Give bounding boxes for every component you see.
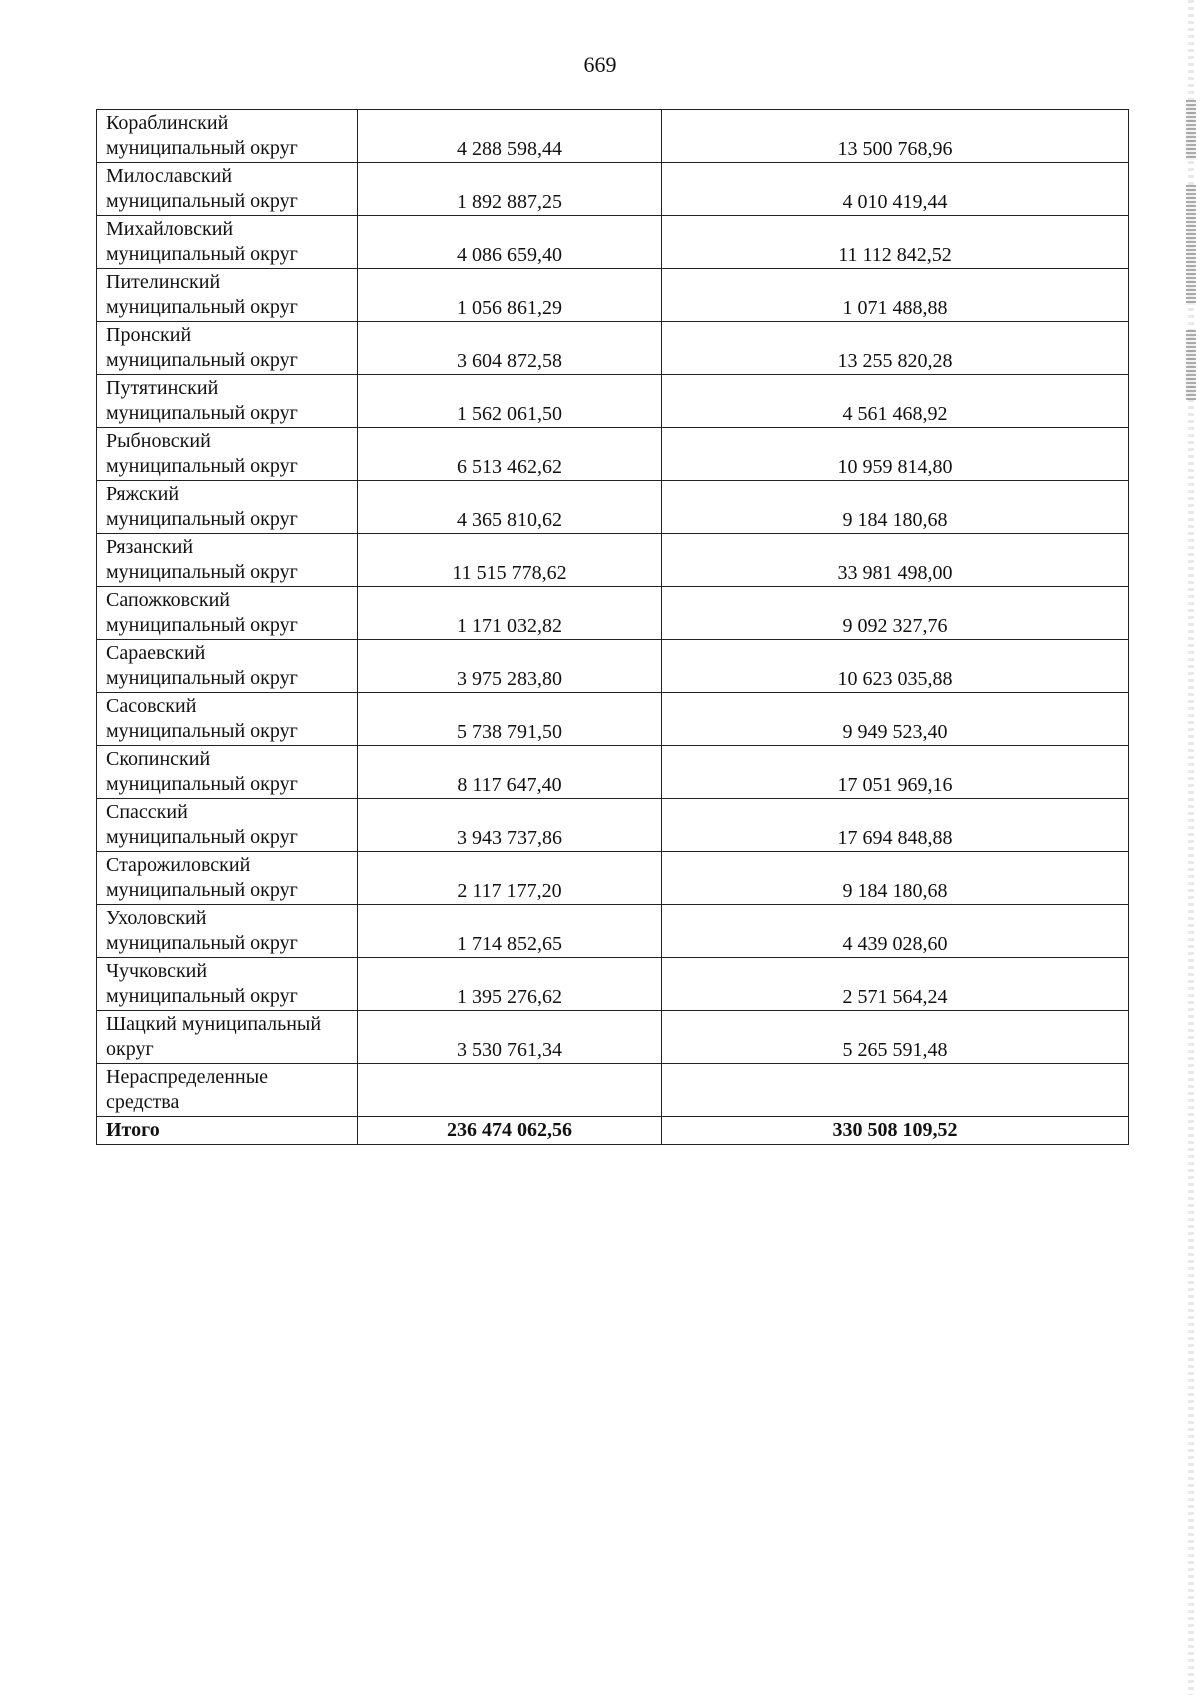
district-name-line1: Михайловский	[106, 218, 234, 240]
district-name-line2: средства	[106, 1091, 180, 1113]
district-name-line1: Кораблинский	[106, 112, 229, 134]
table-row	[97, 958, 1129, 1011]
district-name-line1: Пронский	[106, 324, 192, 346]
value-a-cell: 2 117 177,20	[358, 852, 662, 905]
district-name-cell	[97, 1011, 358, 1064]
total-value-b: 330 508 109,52	[662, 1117, 1129, 1145]
value-b-cell: 11 112 842,52	[662, 216, 1129, 269]
value-b-cell: 9 949 523,40	[662, 693, 1129, 746]
table-row	[97, 481, 1129, 534]
district-name-cell	[97, 163, 358, 216]
district-name-line1: Сапожковский	[106, 589, 231, 611]
table-row	[97, 746, 1129, 799]
value-a-cell: 11 515 778,62	[358, 534, 662, 587]
value-a-cell: 1 171 032,82	[358, 587, 662, 640]
value-a-cell: 1 056 861,29	[358, 269, 662, 322]
value-b-cell: 4 439 028,60	[662, 905, 1129, 958]
value-b-cell: 9 184 180,68	[662, 852, 1129, 905]
value-a-cell: 1 892 887,25	[358, 163, 662, 216]
district-name-cell	[97, 852, 358, 905]
district-name-cell	[97, 269, 358, 322]
district-name-cell	[97, 799, 358, 852]
value-b-cell: 10 959 814,80	[662, 428, 1129, 481]
district-name-line2: муниципальный округ	[106, 932, 298, 954]
table-row	[97, 216, 1129, 269]
district-name-line1: Ряжский	[106, 483, 180, 505]
table-total-row	[97, 1117, 1129, 1145]
district-name-line1: Пителинский	[106, 271, 221, 293]
table-row	[97, 693, 1129, 746]
district-name-line2: муниципальный округ	[106, 402, 298, 424]
value-a-cell: 3 975 283,80	[358, 640, 662, 693]
district-name-line2: муниципальный округ	[106, 773, 298, 795]
district-name-line2: округ	[106, 1038, 154, 1060]
value-a-cell: 3 943 737,86	[358, 799, 662, 852]
district-name-line2: муниципальный округ	[106, 455, 298, 477]
value-b-cell: 4 010 419,44	[662, 163, 1129, 216]
table-row	[97, 322, 1129, 375]
value-a-cell: 1 395 276,62	[358, 958, 662, 1011]
district-name-cell	[97, 428, 358, 481]
table-row	[97, 375, 1129, 428]
value-b-cell: 17 694 848,88	[662, 799, 1129, 852]
value-a-cell: 6 513 462,62	[358, 428, 662, 481]
value-a-cell: 5 738 791,50	[358, 693, 662, 746]
district-name-line1: Сараевский	[106, 642, 206, 664]
value-a-cell: 3 530 761,34	[358, 1011, 662, 1064]
value-a-cell: 3 604 872,58	[358, 322, 662, 375]
table-body	[97, 110, 1129, 1145]
scan-mark-artifact	[1186, 100, 1196, 160]
allocation-table-container	[96, 109, 1128, 1145]
value-a-cell	[358, 1064, 662, 1117]
district-name-line1: Скопинский	[106, 748, 211, 770]
district-name-cell	[97, 216, 358, 269]
value-a-cell: 4 288 598,44	[358, 110, 662, 163]
district-name-cell	[97, 1064, 358, 1117]
value-b-cell: 1 071 488,88	[662, 269, 1129, 322]
district-name-cell	[97, 375, 358, 428]
table-row	[97, 1011, 1129, 1064]
district-name-cell	[97, 322, 358, 375]
scan-mark-artifact	[1186, 185, 1196, 305]
district-name-cell	[97, 693, 358, 746]
value-b-cell: 17 051 969,16	[662, 746, 1129, 799]
district-name-line1: Шацкий муниципальный	[106, 1013, 322, 1035]
district-name-line2: муниципальный округ	[106, 879, 298, 901]
value-b-cell: 5 265 591,48	[662, 1011, 1129, 1064]
district-name-line2: муниципальный округ	[106, 243, 298, 265]
district-name-line2: муниципальный округ	[106, 349, 298, 371]
district-name-line2: муниципальный округ	[106, 720, 298, 742]
value-a-cell: 4 365 810,62	[358, 481, 662, 534]
district-name-line1: Спасский	[106, 801, 188, 823]
district-name-line2: муниципальный округ	[106, 508, 298, 530]
district-name-line1: Ухоловский	[106, 907, 207, 929]
table-row	[97, 534, 1129, 587]
district-name-line1: Рязанский	[106, 536, 194, 558]
district-name-line2: муниципальный округ	[106, 985, 298, 1007]
scan-mark-artifact	[1186, 330, 1196, 400]
district-name-cell	[97, 534, 358, 587]
table-row	[97, 269, 1129, 322]
district-name-line1: Милославский	[106, 165, 233, 187]
value-b-cell	[662, 1064, 1129, 1117]
value-a-cell: 1 714 852,65	[358, 905, 662, 958]
district-name-cell	[97, 746, 358, 799]
district-name-line2: муниципальный округ	[106, 137, 298, 159]
total-value-a: 236 474 062,56	[358, 1117, 662, 1145]
value-a-cell: 8 117 647,40	[358, 746, 662, 799]
district-name-line2: муниципальный округ	[106, 667, 298, 689]
table-row	[97, 110, 1129, 163]
table-row	[97, 587, 1129, 640]
district-name-line2: муниципальный округ	[106, 296, 298, 318]
district-name-cell	[97, 640, 358, 693]
district-name-line2: муниципальный округ	[106, 561, 298, 583]
allocation-table	[96, 109, 1129, 1145]
table-row	[97, 799, 1129, 852]
table-row	[97, 1064, 1129, 1117]
value-b-cell: 2 571 564,24	[662, 958, 1129, 1011]
table-row	[97, 640, 1129, 693]
district-name-line2: муниципальный округ	[106, 826, 298, 848]
table-row	[97, 905, 1129, 958]
value-b-cell: 9 092 327,76	[662, 587, 1129, 640]
district-name-cell	[97, 481, 358, 534]
district-name-line1: Путятинский	[106, 377, 219, 399]
district-name-line1: Рыбновский	[106, 430, 211, 452]
value-b-cell: 4 561 468,92	[662, 375, 1129, 428]
table-row	[97, 852, 1129, 905]
value-b-cell: 9 184 180,68	[662, 481, 1129, 534]
value-a-cell: 1 562 061,50	[358, 375, 662, 428]
value-b-cell: 13 255 820,28	[662, 322, 1129, 375]
district-name-line1: Нераспределенные	[106, 1066, 269, 1088]
table-row	[97, 163, 1129, 216]
district-name-line1: Сасовский	[106, 695, 197, 717]
district-name-cell	[97, 958, 358, 1011]
table-row	[97, 428, 1129, 481]
value-b-cell: 13 500 768,96	[662, 110, 1129, 163]
district-name-cell	[97, 905, 358, 958]
total-label: Итого	[97, 1117, 358, 1145]
district-name-line2: муниципальный округ	[106, 614, 298, 636]
district-name-line1: Старожиловский	[106, 854, 251, 876]
value-b-cell: 33 981 498,00	[662, 534, 1129, 587]
district-name-line2: муниципальный округ	[106, 190, 298, 212]
page-number: 669	[583, 52, 617, 77]
value-a-cell: 4 086 659,40	[358, 216, 662, 269]
value-b-cell: 10 623 035,88	[662, 640, 1129, 693]
district-name-line1: Чучковский	[106, 960, 208, 982]
district-name-cell	[97, 587, 358, 640]
district-name-cell	[97, 110, 358, 163]
